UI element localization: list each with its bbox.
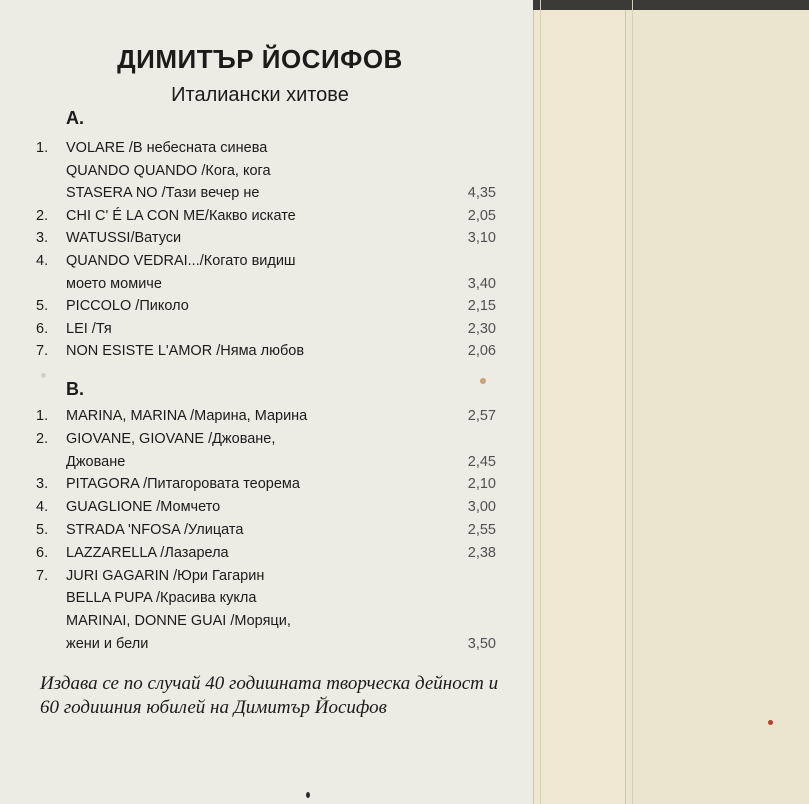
track-line xyxy=(36,519,496,541)
track-line xyxy=(36,273,496,295)
release-note: Издава се по случай 40 годишната творческа дейност и 60 годишния юбилей на Димитър Йосифов xyxy=(40,673,499,718)
track-line xyxy=(36,542,496,564)
track-title: LAZZARELLA /Лазарела xyxy=(66,544,229,561)
track-num: 5. xyxy=(36,522,49,538)
track-num: 1. xyxy=(36,408,49,424)
track-dur: 2,57 xyxy=(467,408,496,424)
artist-name: ДИМИТЪР ЙОСИФОВ xyxy=(117,44,403,74)
track-dur: 2,55 xyxy=(467,522,496,538)
track-line xyxy=(36,633,496,655)
track-title: QUANDO QUANDO /Кога, кога xyxy=(66,162,271,179)
track-dur: 2,38 xyxy=(467,544,496,561)
track-title: LEI /Тя xyxy=(66,320,112,337)
track-title: NON ESISTE L'AMOR /Няма любов xyxy=(66,343,305,360)
track-dur: 3,50 xyxy=(467,636,496,652)
track-title: моето момиче xyxy=(66,275,162,292)
track-line xyxy=(36,160,496,182)
paper-stain xyxy=(480,378,486,384)
track-title: JURI GAGARIN /Юри Гагарин xyxy=(66,567,265,584)
track-num: 2. xyxy=(36,207,49,224)
dark-edge-strip xyxy=(533,0,809,10)
track-title: GIOVANE, GIOVANE /Джоване, xyxy=(66,430,276,447)
track-title: PICCOLO /Пиколо xyxy=(66,298,189,315)
track-line xyxy=(36,205,496,227)
track-num: 7. xyxy=(36,567,49,584)
track-line xyxy=(36,250,496,272)
track-num: 5. xyxy=(36,298,49,315)
track-dur: 3,00 xyxy=(467,499,496,516)
track-dur: 2,15 xyxy=(467,298,496,315)
album-subtitle: Италиански хитове xyxy=(171,84,349,106)
track-title: STRADA 'NFOSA /Улицата xyxy=(66,522,244,538)
track-num: 3. xyxy=(36,476,49,493)
track-title: WATUSSI/Ватуси xyxy=(66,230,182,247)
track-title: CHI C' É LA CON ME/Какво искате xyxy=(66,207,296,224)
cover-fold-back xyxy=(625,0,809,804)
track-num: 1. xyxy=(36,140,49,156)
track-line xyxy=(36,565,496,587)
track-line xyxy=(36,137,496,159)
paper-stain xyxy=(768,720,773,725)
track-dur: 3,10 xyxy=(467,230,496,247)
side-a-label: A. xyxy=(66,108,84,128)
track-line xyxy=(36,182,496,204)
track-line xyxy=(36,318,496,340)
track-title: QUANDO VEDRAI.../Когато видиш xyxy=(66,253,296,269)
track-title: MARINAI, DONNE GUAI /Моряци, xyxy=(66,613,291,630)
cover-fold-spine xyxy=(533,0,626,804)
track-line xyxy=(36,473,496,495)
track-line xyxy=(36,405,496,427)
track-title: BELLA PUPA /Красива кукла xyxy=(66,590,257,607)
paper-stain xyxy=(41,373,46,378)
side-b-label: B. xyxy=(66,379,84,399)
track-line xyxy=(36,227,496,249)
track-dur: 2,06 xyxy=(467,343,496,360)
track-title: GUAGLIONE /Момчето xyxy=(66,499,221,516)
track-num: 6. xyxy=(36,320,49,337)
fold-crease xyxy=(632,0,633,804)
track-title: MARINA, MARINA /Марина, Марина xyxy=(66,408,308,424)
track-line xyxy=(36,340,496,362)
track-title: STASERA NO /Тази вечер не xyxy=(66,185,260,202)
track-dur: 2,05 xyxy=(467,207,496,224)
track-title: VOLARE /В небесната синева xyxy=(66,140,268,156)
track-dur: 2,10 xyxy=(467,476,496,493)
track-dur: 2,30 xyxy=(467,320,496,337)
track-num: 3. xyxy=(36,230,49,247)
track-dur: 2,45 xyxy=(467,453,496,470)
track-title: жени и бели xyxy=(66,636,149,652)
fold-crease xyxy=(540,0,541,804)
track-line xyxy=(36,587,496,609)
track-title: PITAGORA /Питагоровата теорема xyxy=(66,476,300,493)
track-line xyxy=(36,610,496,632)
track-num: 7. xyxy=(36,343,49,360)
paper-stain xyxy=(306,792,310,798)
track-num: 6. xyxy=(36,544,49,561)
track-title: Джоване xyxy=(66,453,126,470)
track-line xyxy=(36,451,496,473)
track-line xyxy=(36,428,496,450)
track-line xyxy=(36,295,496,317)
track-num: 4. xyxy=(36,499,49,516)
track-line xyxy=(36,496,496,518)
track-dur: 3,40 xyxy=(467,275,496,292)
track-dur: 4,35 xyxy=(467,185,496,202)
track-num: 2. xyxy=(36,430,49,447)
track-num: 4. xyxy=(36,253,49,269)
